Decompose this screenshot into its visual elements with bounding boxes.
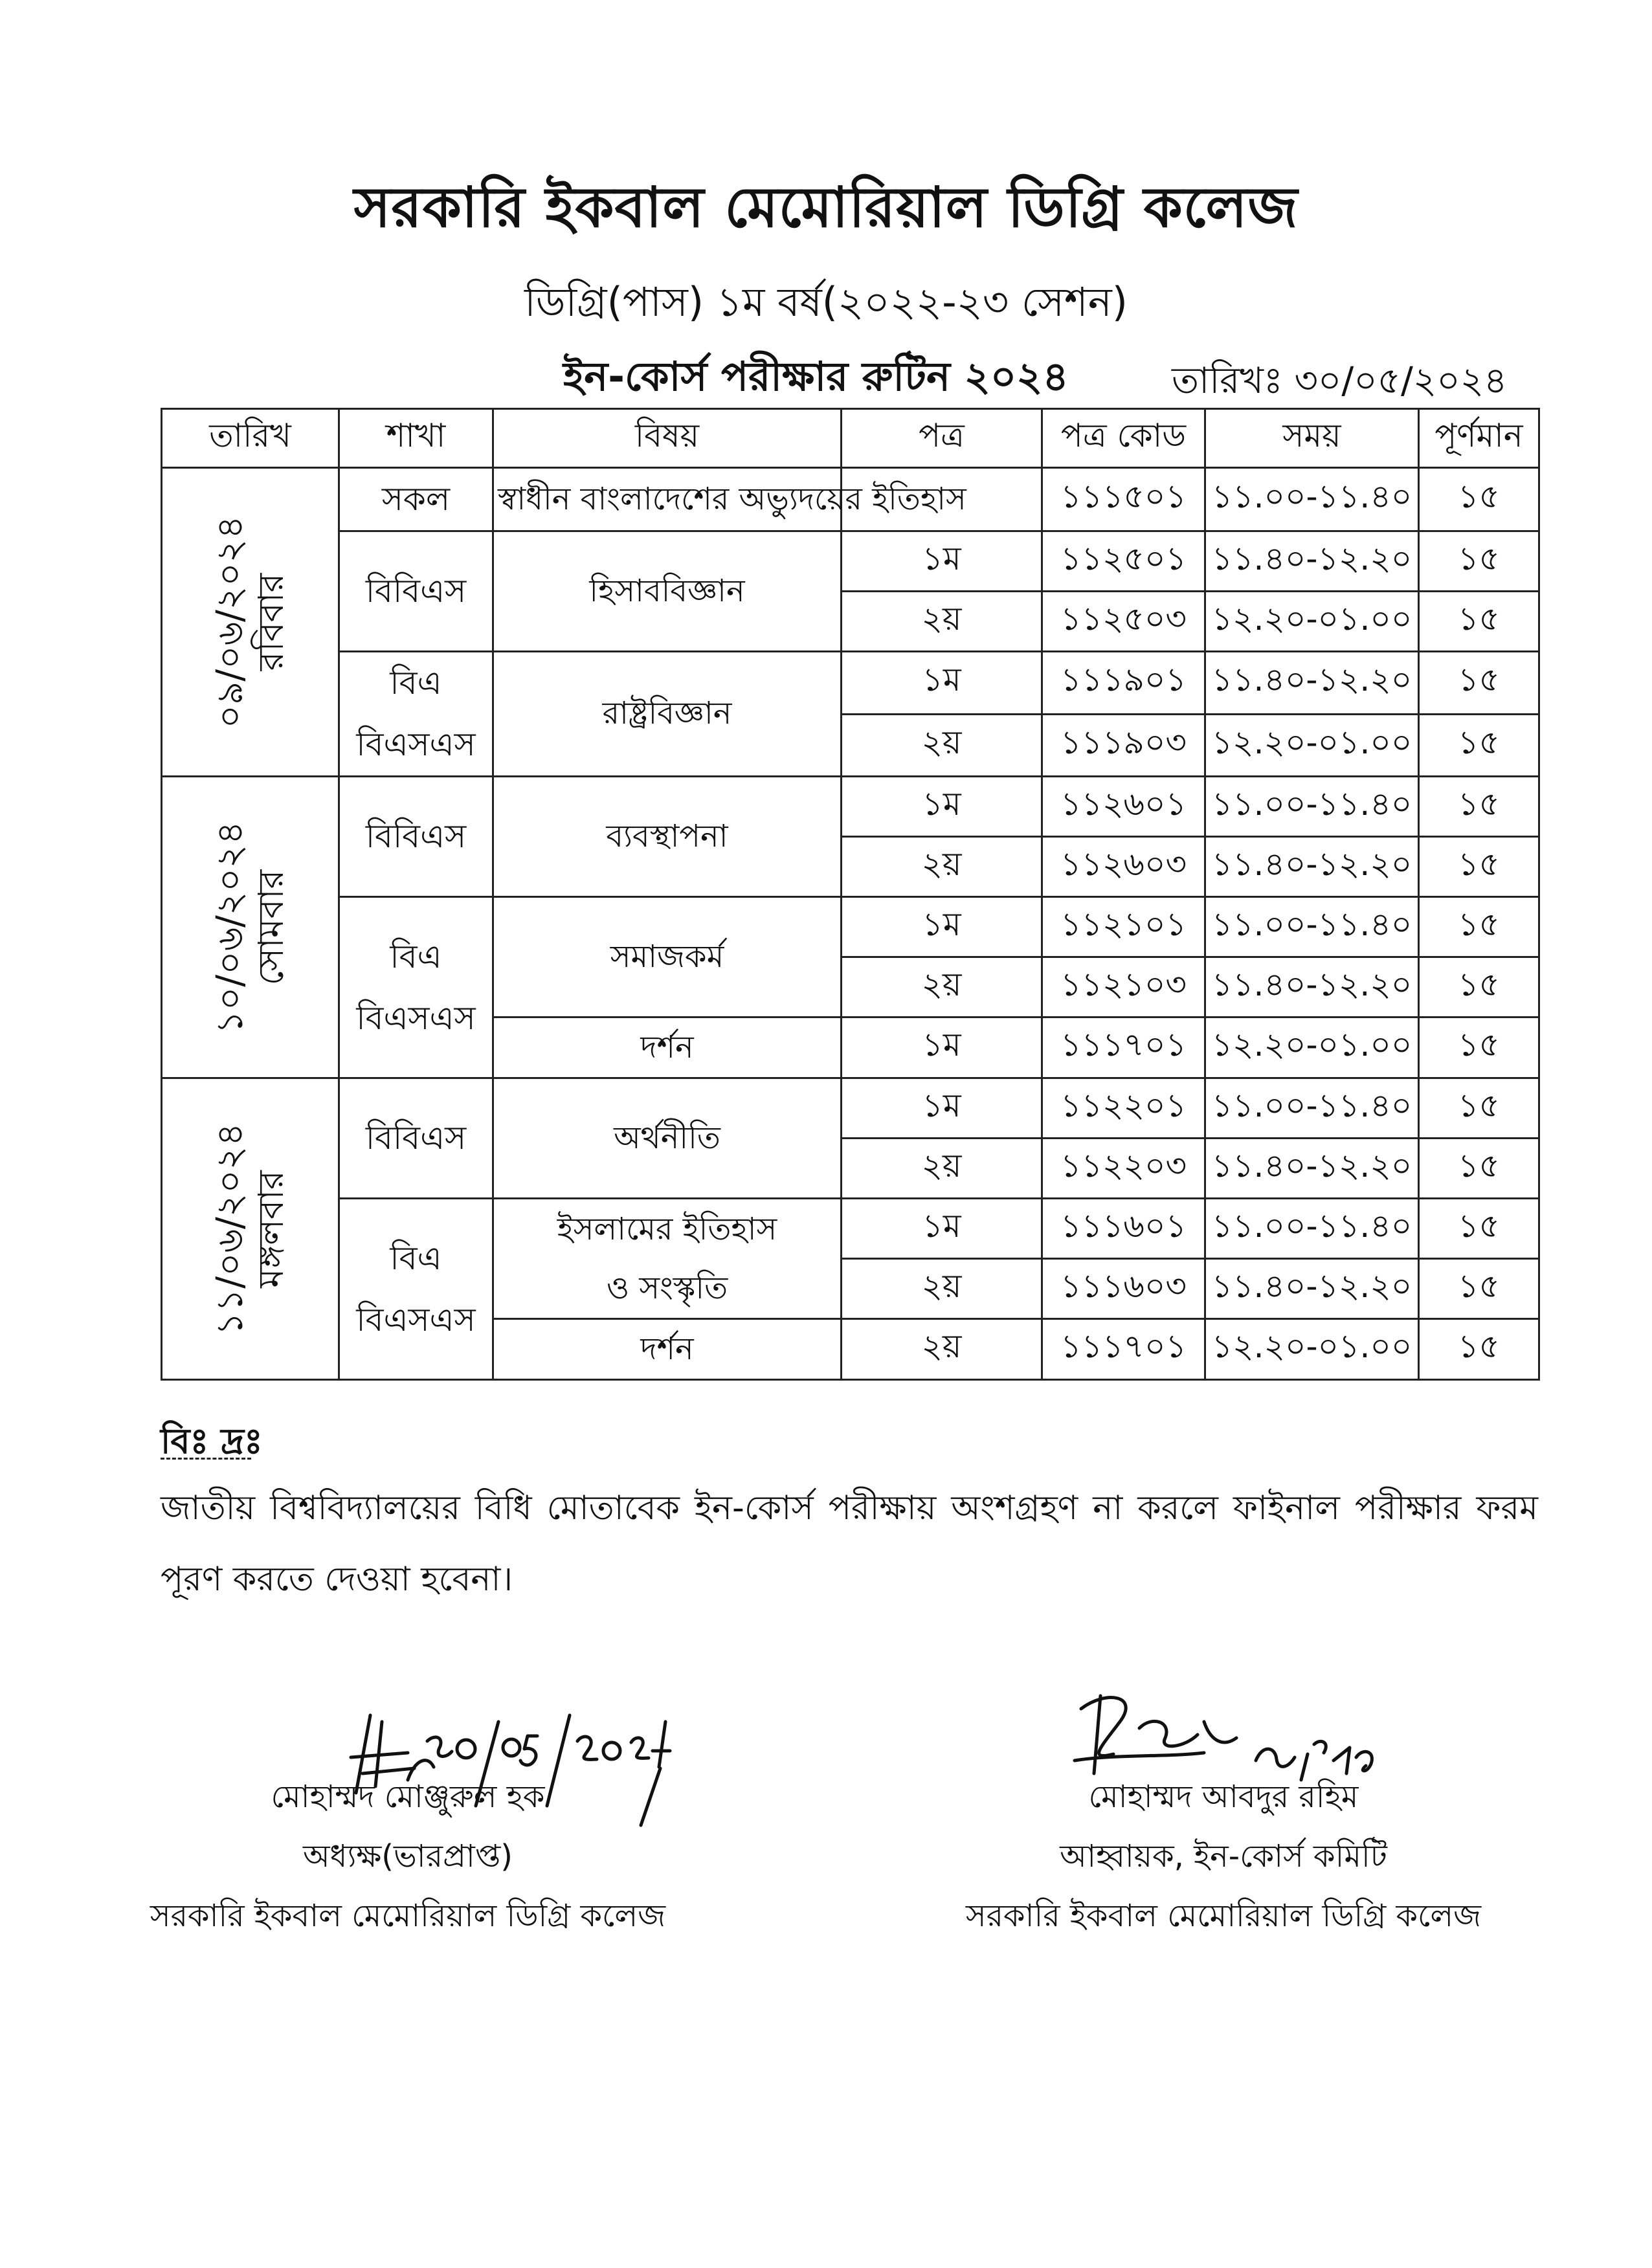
paper-code-cell: ১১২২০১ — [1042, 1078, 1205, 1139]
right-signatory-name: মোহাম্মদ আবদুর রহিম — [1088, 1779, 1359, 1815]
full-marks-cell: ১৫ — [1419, 1139, 1539, 1199]
paper-cell: ২য় — [842, 957, 1042, 1017]
paper-cell: ২য় — [842, 1319, 1042, 1380]
full-marks-cell: ১৫ — [1419, 531, 1539, 592]
full-marks-cell: ১৫ — [1419, 957, 1539, 1017]
paper-code-cell: ১১২২০৩ — [1042, 1139, 1205, 1199]
time-cell: ১২.২০-০১.০০ — [1205, 1319, 1419, 1380]
cell-line: বিবিএস — [365, 572, 467, 610]
paper-cell: ২য় — [842, 1139, 1042, 1199]
paper-cell: ১ম — [842, 1078, 1042, 1139]
branch-cell — [339, 1078, 493, 1199]
table-row — [162, 1199, 1539, 1259]
subject-cell — [493, 531, 842, 652]
subject-cell — [493, 1078, 842, 1199]
paper-cell: ১ম — [842, 531, 1042, 592]
cell-line: ব্যবস্থাপনা — [606, 817, 728, 854]
cell-line: বিবিএস — [365, 817, 467, 855]
subject-cell — [493, 652, 842, 777]
cell-line: বিবিএস — [365, 1119, 467, 1157]
date-cell — [162, 1078, 339, 1380]
table-row — [162, 468, 1539, 531]
paper-code-cell: ১১২৫০১ — [1042, 531, 1205, 592]
paper-cell: ২য় — [842, 1259, 1042, 1319]
paper-cell: ১ম — [842, 897, 1042, 957]
table-body — [162, 468, 1539, 1380]
right-signatory-institution: সরকারি ইকবাল মেমোরিয়াল ডিগ্রি কলেজ — [965, 1898, 1482, 1934]
exam-routine-table — [161, 408, 1540, 1381]
subject-cell — [493, 777, 842, 897]
time-cell: ১১.০০-১১.৪০ — [1205, 468, 1419, 531]
routine-title: ইন-কোর্স পরীক্ষার রুটিন ২০২৪ — [563, 353, 1069, 400]
table-header-row — [162, 409, 1539, 468]
time-cell: ১১.৪০-১২.২০ — [1205, 1259, 1419, 1319]
branch-cell — [339, 652, 493, 777]
paper-cell: ১ম — [842, 652, 1042, 715]
cell-line: সমাজকর্ম — [610, 938, 724, 975]
cell-line: বিএসএস — [356, 999, 476, 1037]
full-marks-cell: ১৫ — [1419, 652, 1539, 715]
exam-date: ১১/০৬/২০২৪ — [208, 1122, 251, 1336]
paper-code-cell: ১১২৬০১ — [1042, 777, 1205, 837]
left-signature-block — [97, 1767, 719, 1946]
subject-cell — [493, 1319, 842, 1380]
full-marks-cell: ১৫ — [1419, 714, 1539, 777]
paper-code-cell: ১১১৯০৩ — [1042, 714, 1205, 777]
time-cell: ১১.০০-১১.৪০ — [1205, 897, 1419, 957]
cell-line: হিসাববিজ্ঞান — [589, 572, 745, 609]
cell-line: দর্শন — [640, 1029, 694, 1065]
time-cell: ১১.৪০-১২.২০ — [1205, 1139, 1419, 1199]
cell-line: ইসলামের ইতিহাস — [557, 1210, 777, 1247]
left-signatory-institution: সরকারি ইকবাল মেমোরিয়াল ডিগ্রি কলেজ — [150, 1898, 666, 1934]
paper-code-cell: ১১১৯০১ — [1042, 652, 1205, 715]
paper-cell: ২য় — [842, 592, 1042, 652]
full-marks-cell: ১৫ — [1419, 1199, 1539, 1259]
exam-date: ১০/০৬/২০২৪ — [208, 821, 251, 1034]
cell-line: বিএ — [390, 1239, 442, 1277]
full-marks-cell: ১৫ — [1419, 1078, 1539, 1139]
full-marks-cell: ১৫ — [1419, 777, 1539, 837]
table-row — [162, 777, 1539, 837]
exam-weekday: রবিবার — [250, 573, 291, 671]
time-cell: ১২.২০-০১.০০ — [1205, 714, 1419, 777]
paper-cell: ২য় — [842, 837, 1042, 897]
time-cell: ১১.০০-১১.৪০ — [1205, 1078, 1419, 1139]
right-signature-block — [913, 1767, 1534, 1946]
full-marks-cell: ১৫ — [1419, 837, 1539, 897]
time-cell: ১১.৪০-১২.২০ — [1205, 531, 1419, 592]
full-marks-cell: ১৫ — [1419, 1259, 1539, 1319]
column-header: পত্র কোড — [1042, 409, 1205, 468]
paper-code-cell: ১১১৭০১ — [1042, 1319, 1205, 1380]
subject-cell — [493, 1017, 842, 1078]
time-cell: ১২.২০-০১.০০ — [1205, 592, 1419, 652]
time-cell: ১১.৪০-১২.২০ — [1205, 957, 1419, 1017]
full-marks-cell: ১৫ — [1419, 468, 1539, 531]
exam-weekday: মঙ্গলবার — [250, 1170, 291, 1288]
paper-code-cell: ১১২৫০৩ — [1042, 592, 1205, 652]
paper-code-cell: ১১২১০৩ — [1042, 957, 1205, 1017]
paper-code-cell: ১১২১০১ — [1042, 897, 1205, 957]
branch-cell — [339, 531, 493, 652]
exam-date: ০৯/০৬/২০২৪ — [208, 515, 251, 729]
date-cell — [162, 777, 339, 1078]
note-text: জাতীয় বিশ্ববিদ্যালয়ের বিধি মোতাবেক ইন-কোর্স পরীক্ষায় অংশগ্রহণ না করলে ফাইনাল পরীক্ষার ফরম পূরণ করতে দেওয়া হবেনা। — [161, 1489, 1538, 1599]
paper-code-cell: ১১২৬০৩ — [1042, 837, 1205, 897]
cell-line: দর্শন — [640, 1331, 694, 1368]
date-cell — [162, 468, 339, 777]
right-signatory-designation: আহ্বায়ক, ইন-কোর্স কমিটি — [1060, 1838, 1387, 1874]
cell-line: বিএ — [390, 937, 442, 975]
column-header: পূর্ণমান — [1419, 409, 1539, 468]
time-cell: ১১.০০-১১.৪০ — [1205, 1199, 1419, 1259]
paper-code-cell: ১১১৬০৩ — [1042, 1259, 1205, 1319]
cell-line: স্বাধীন বাংলাদেশের অভ্যুদয়ের ইতিহাস — [498, 480, 966, 517]
subject-cell — [493, 468, 966, 531]
issue-date: তারিখঃ ৩০/০৫/২০২৪ — [1172, 360, 1508, 402]
paper-cell: ১ম — [842, 1199, 1042, 1259]
course-subtitle: ডিগ্রি(পাস) ১ম বর্ষ(২০২২-২৩ সেশন) — [524, 278, 1128, 326]
time-cell: ১২.২০-০১.০০ — [1205, 1017, 1419, 1078]
branch-cell — [339, 1199, 493, 1380]
table-row — [162, 652, 1539, 715]
time-cell: ১১.০০-১১.৪০ — [1205, 777, 1419, 837]
left-signatory-name: মোহাম্মদ মোঞ্জুরুল হক — [271, 1779, 545, 1815]
subject-cell — [493, 1199, 842, 1319]
column-header: বিষয় — [493, 409, 842, 468]
college-name-heading: সরকারি ইকবাল মেমোরিয়াল ডিগ্রি কলেজ — [353, 175, 1299, 240]
paper-code-cell: ১১১৭০১ — [1042, 1017, 1205, 1078]
table-row — [162, 897, 1539, 957]
cell-line: বিএসএস — [356, 1300, 476, 1339]
paper-cell: ১ম — [842, 1017, 1042, 1078]
left-signatory-designation: অধ্যক্ষ(ভারপ্রাপ্ত) — [302, 1838, 513, 1874]
cell-line: সকল — [381, 480, 451, 518]
cell-line: রাষ্ট্রবিজ্ঞান — [602, 695, 732, 732]
column-header: পত্র — [842, 409, 1042, 468]
full-marks-cell: ১৫ — [1419, 1017, 1539, 1078]
paper-code-cell: ১১১৬০১ — [1042, 1199, 1205, 1259]
column-header: তারিখ — [162, 409, 339, 468]
time-cell: ১১.৪০-১২.২০ — [1205, 652, 1419, 715]
table-row — [162, 1078, 1539, 1139]
subject-cell — [493, 897, 842, 1017]
cell-line: বিএসএস — [356, 726, 476, 763]
time-cell: ১১.৪০-১২.২০ — [1205, 837, 1419, 897]
branch-cell — [339, 468, 493, 531]
cell-line: ও সংস্কৃতি — [606, 1269, 728, 1306]
branch-cell — [339, 897, 493, 1078]
full-marks-cell: ১৫ — [1419, 592, 1539, 652]
note-underline — [161, 1458, 251, 1460]
full-marks-cell: ১৫ — [1419, 897, 1539, 957]
note-heading: বিঃ দ্রঃ — [161, 1421, 263, 1462]
branch-cell — [339, 777, 493, 897]
exam-weekday: সোমবার — [250, 869, 291, 985]
paper-cell: ২য় — [842, 714, 1042, 777]
paper-code-cell: ১১১৫০১ — [1042, 468, 1205, 531]
cell-line: বিএ — [390, 664, 442, 702]
column-header: সময় — [1205, 409, 1419, 468]
full-marks-cell: ১৫ — [1419, 1319, 1539, 1380]
cell-line: অর্থনীতি — [614, 1120, 720, 1157]
column-header: শাখা — [339, 409, 493, 468]
paper-cell: ১ম — [842, 777, 1042, 837]
table-row — [162, 531, 1539, 592]
